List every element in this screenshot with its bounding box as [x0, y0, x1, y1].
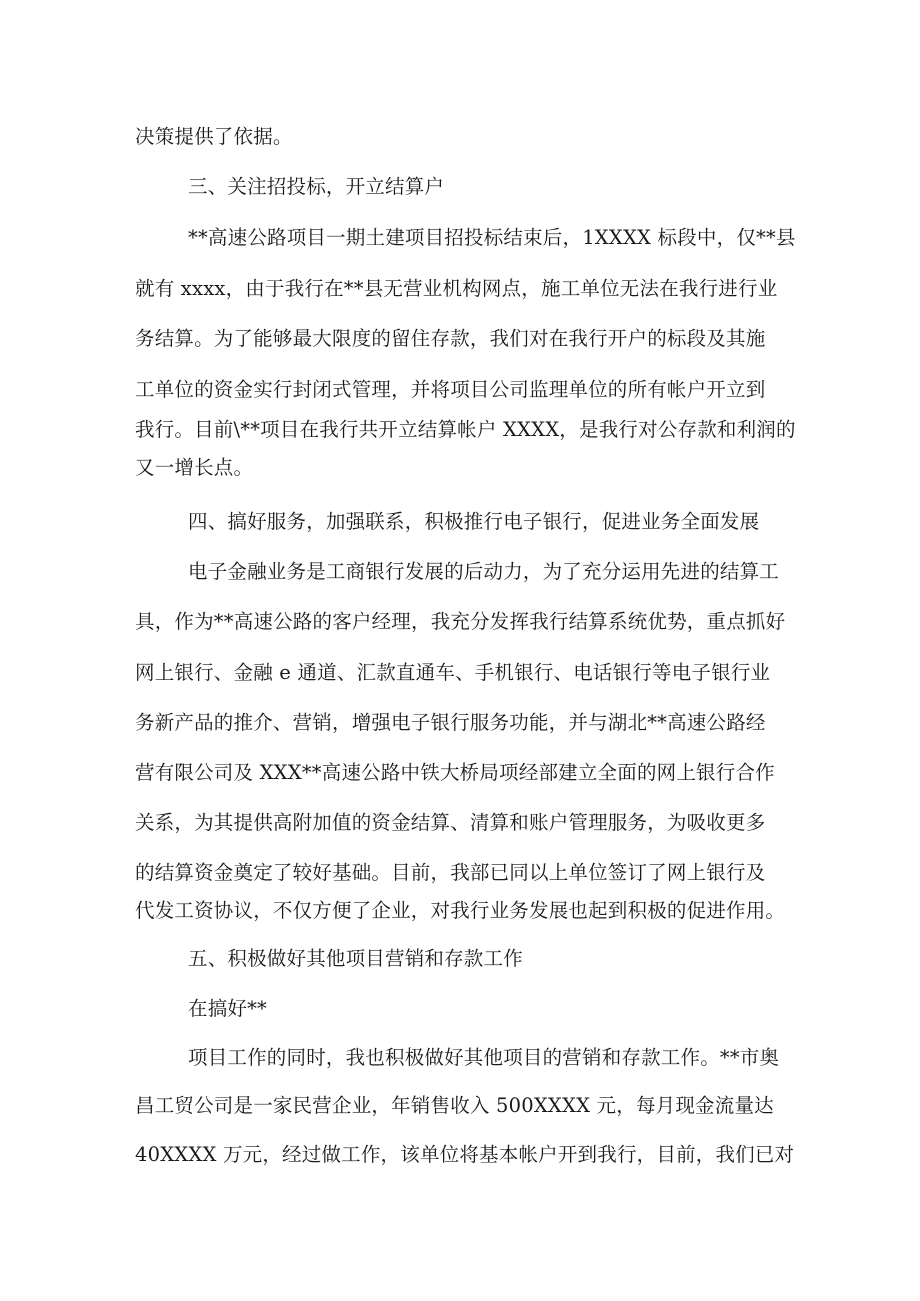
text-line-11: 具，作为**高速公路的客户经理，我充分发挥我行结算系统优势，重点抓好 — [135, 610, 786, 633]
text-line-5: 务结算。为了能够最大限度的留住存款，我们对在我行开户的标段及其施 — [135, 327, 766, 350]
section-heading-5: 五、积极做好其他项目营销和存款工作 — [188, 947, 523, 970]
text-line-20: 项目工作的同时，我也积极做好其他项目的营销和存款工作。**市奥 — [188, 1046, 780, 1069]
section-heading-4: 四、搞好服务，加强联系，积极推行电子银行，促进业务全面发展 — [188, 510, 760, 533]
text-line-22: 40XXXX 万元，经过做工作，该单位将基本帐户开到我行，目前，我们已对 — [135, 1143, 795, 1166]
text-line-19: 在搞好** — [188, 997, 268, 1020]
text-line-6: 工单位的资金实行封闭式管理，并将项目公司监理单位的所有帐户开立到 — [135, 378, 766, 401]
text-line-7: 我行。目前\**项目在我行共开立结算帐户 XXXX，是我行对公存款和利润的 — [135, 418, 796, 441]
text-line-21: 昌工贸公司是一家民营企业，年销售收入 500XXXX 元，每月现金流量达 — [135, 1094, 774, 1117]
text-line-17: 代发工资协议，不仅方便了企业，对我行业务发展也起到积极的促进作用。 — [135, 899, 786, 922]
text-line-12: 网上银行、金融 e 通道、汇款直通车、手机银行、电话银行等电子银行业 — [135, 661, 771, 684]
text-line-4: 就有 xxxx，由于我行在**县无营业机构网点，施工单位无法在我行进行业 — [135, 277, 778, 300]
text-line-13: 务新产品的推介、营销，增强电子银行服务功能，并与湖北**高速公路经 — [135, 711, 766, 734]
section-heading-3: 三、关注招投标，开立结算户 — [188, 175, 445, 198]
text-line-16: 的结算资金奠定了较好基础。目前，我部已同以上单位签订了网上银行及 — [135, 861, 766, 884]
text-line-3: **高速公路项目一期土建项目招投标结束后，1XXXX 标段中，仅**县 — [188, 226, 796, 249]
text-line-10: 电子金融业务是工商银行发展的后动力，为了充分运用先进的结算工 — [188, 560, 780, 583]
text-line-8: 又一增长点。 — [135, 456, 254, 479]
text-line-14: 营有限公司及 XXX**高速公路中铁大桥局项经部建立全面的网上银行合作 — [135, 761, 775, 784]
text-line-1: 决策提供了依据。 — [135, 125, 293, 148]
text-line-15: 关系，为其提供高附加值的资金结算、清算和账户管理服务，为吸收更多 — [135, 811, 766, 834]
